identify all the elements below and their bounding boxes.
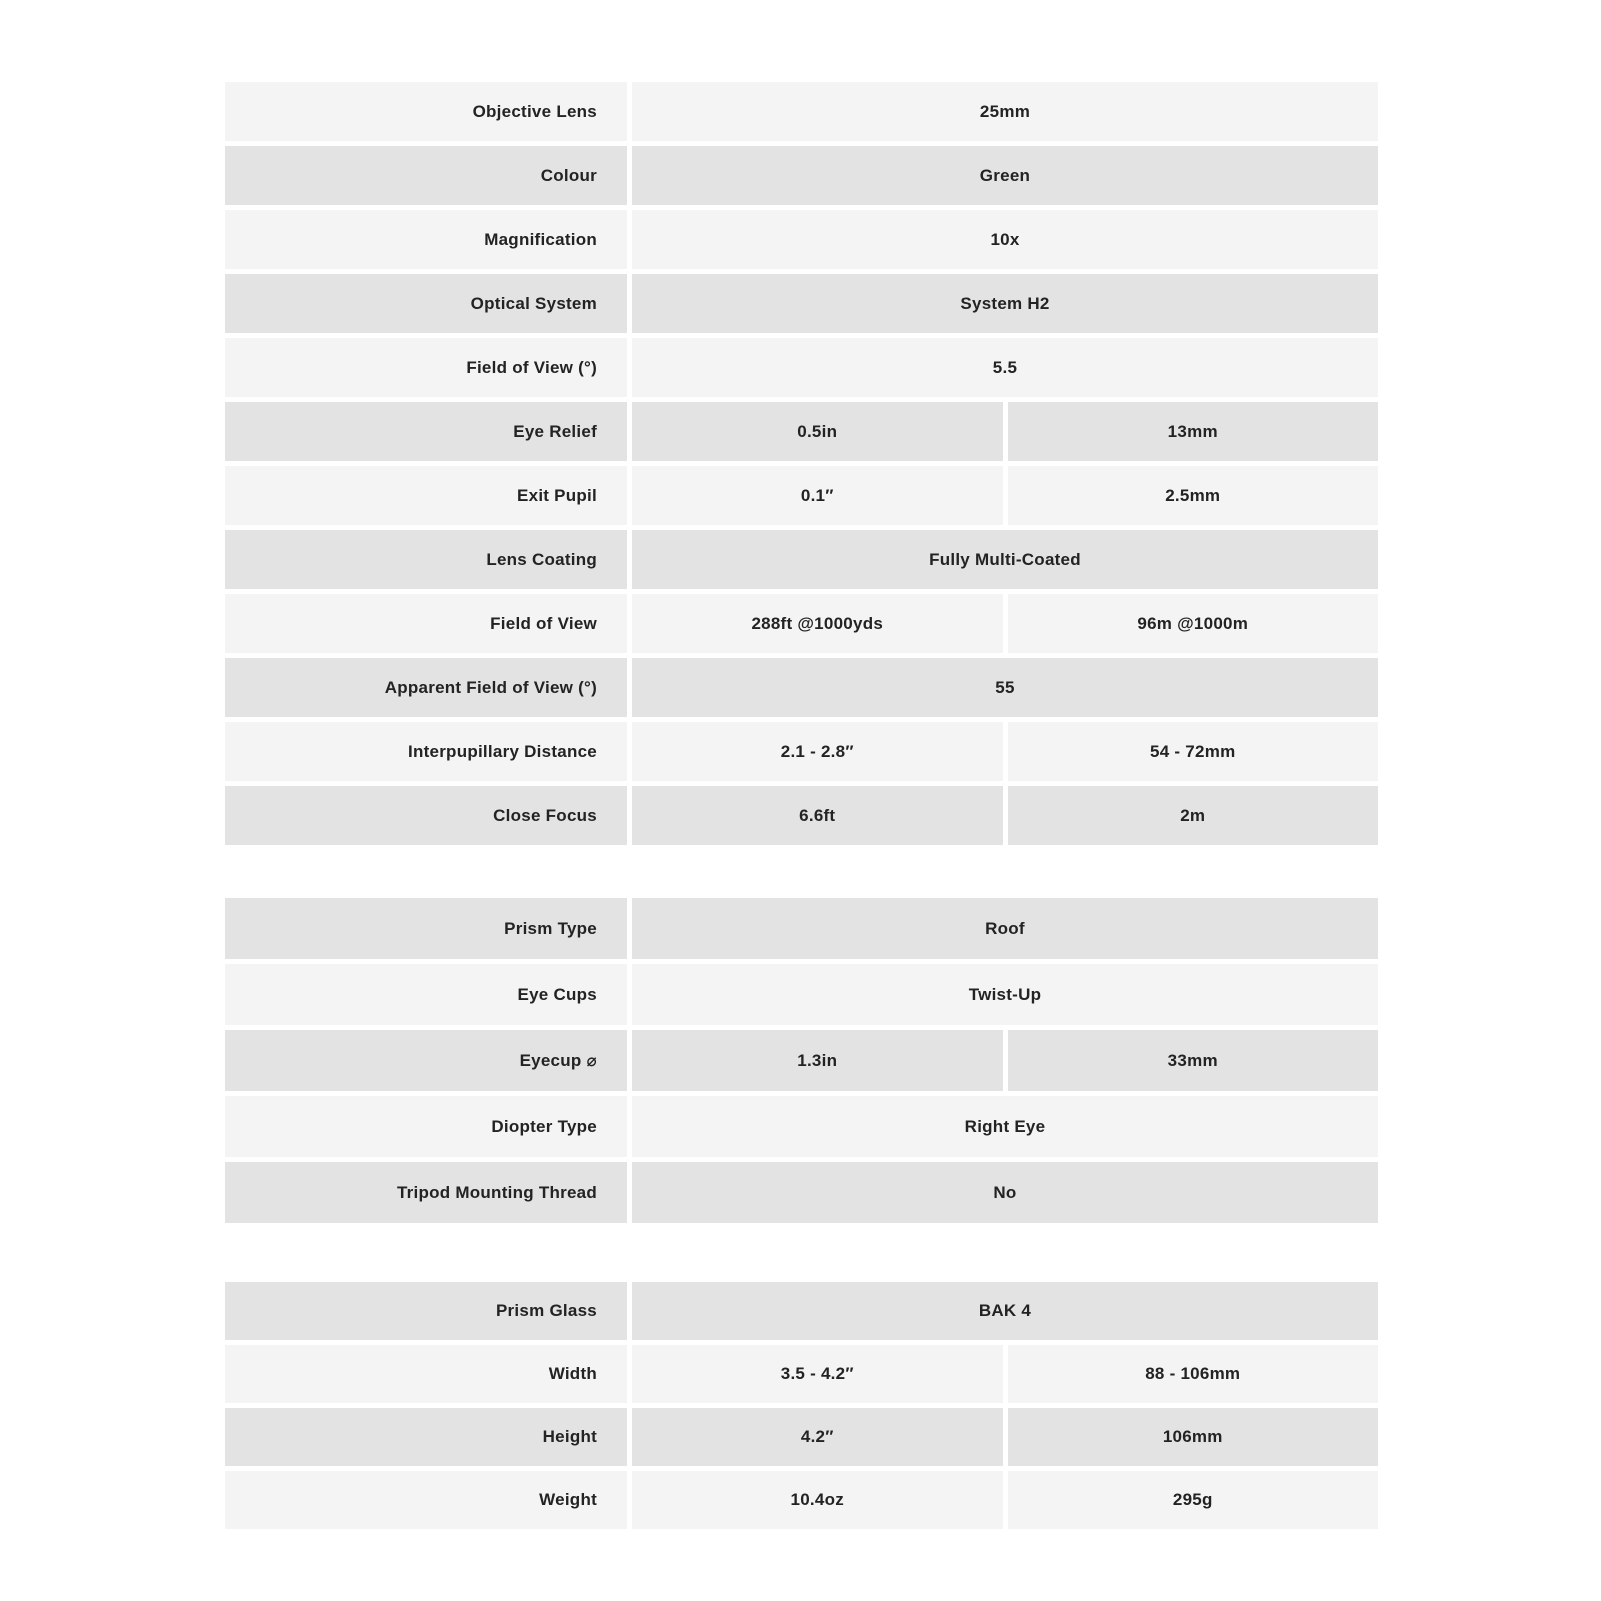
spec-row bbox=[225, 210, 1378, 269]
spec-label: Tripod Mounting Thread bbox=[225, 1162, 627, 1223]
spec-label: Colour bbox=[225, 146, 627, 205]
spec-values bbox=[632, 466, 1378, 525]
spec-values bbox=[632, 658, 1378, 717]
spec-row bbox=[225, 1282, 1378, 1340]
spec-values bbox=[632, 1282, 1378, 1340]
spec-values bbox=[632, 338, 1378, 397]
spec-row bbox=[225, 964, 1378, 1025]
spec-label: Eye Cups bbox=[225, 964, 627, 1025]
spec-row bbox=[225, 658, 1378, 717]
spec-value: 0.5in bbox=[632, 402, 1003, 461]
spec-table-dimensions bbox=[225, 1282, 1378, 1529]
spec-value: No bbox=[632, 1162, 1378, 1223]
spec-label: Close Focus bbox=[225, 786, 627, 845]
spec-values bbox=[632, 82, 1378, 141]
spec-table-optics bbox=[225, 82, 1378, 845]
spec-label: Height bbox=[225, 1408, 627, 1466]
spec-value: 295g bbox=[1008, 1471, 1379, 1529]
spec-row bbox=[225, 786, 1378, 845]
spec-value: 54 - 72mm bbox=[1008, 722, 1379, 781]
spec-values bbox=[632, 1096, 1378, 1157]
spec-values bbox=[632, 146, 1378, 205]
spec-value: BAK 4 bbox=[632, 1282, 1378, 1340]
spec-values bbox=[632, 1471, 1378, 1529]
spec-value: 96m @1000m bbox=[1008, 594, 1379, 653]
spec-label: Lens Coating bbox=[225, 530, 627, 589]
spec-value: 88 - 106mm bbox=[1008, 1345, 1379, 1403]
spec-values bbox=[632, 786, 1378, 845]
spec-label: Interpupillary Distance bbox=[225, 722, 627, 781]
spec-value: 3.5 - 4.2″ bbox=[632, 1345, 1003, 1403]
spec-table-eyepiece bbox=[225, 898, 1378, 1223]
spec-value: 10.4oz bbox=[632, 1471, 1003, 1529]
spec-row bbox=[225, 338, 1378, 397]
spec-value: Roof bbox=[632, 898, 1378, 959]
spec-values bbox=[632, 1162, 1378, 1223]
spec-row bbox=[225, 82, 1378, 141]
spec-value: 1.3in bbox=[632, 1030, 1003, 1091]
spec-label: Objective Lens bbox=[225, 82, 627, 141]
spec-label: Optical System bbox=[225, 274, 627, 333]
spec-value: Green bbox=[632, 146, 1378, 205]
spec-values bbox=[632, 1030, 1378, 1091]
spec-label: Eyecup ⌀ bbox=[225, 1030, 627, 1091]
spec-value: 33mm bbox=[1008, 1030, 1379, 1091]
spec-value: 106mm bbox=[1008, 1408, 1379, 1466]
spec-values bbox=[632, 402, 1378, 461]
spec-label: Diopter Type bbox=[225, 1096, 627, 1157]
spec-values bbox=[632, 1345, 1378, 1403]
spec-value: Twist-Up bbox=[632, 964, 1378, 1025]
spec-row bbox=[225, 1345, 1378, 1403]
spec-row bbox=[225, 146, 1378, 205]
spec-values bbox=[632, 722, 1378, 781]
spec-values bbox=[632, 1408, 1378, 1466]
spec-value: 0.1″ bbox=[632, 466, 1003, 525]
spec-row bbox=[225, 402, 1378, 461]
spec-values bbox=[632, 210, 1378, 269]
spec-label: Field of View (°) bbox=[225, 338, 627, 397]
spec-row bbox=[225, 1162, 1378, 1223]
spec-values bbox=[632, 594, 1378, 653]
spec-value: 10x bbox=[632, 210, 1378, 269]
spec-label: Apparent Field of View (°) bbox=[225, 658, 627, 717]
spec-values bbox=[632, 530, 1378, 589]
spec-values bbox=[632, 898, 1378, 959]
spec-value: 4.2″ bbox=[632, 1408, 1003, 1466]
spec-label: Prism Type bbox=[225, 898, 627, 959]
spec-value: Fully Multi-Coated bbox=[632, 530, 1378, 589]
spec-label: Width bbox=[225, 1345, 627, 1403]
spec-value: 2.5mm bbox=[1008, 466, 1379, 525]
spec-row bbox=[225, 722, 1378, 781]
spec-value: 55 bbox=[632, 658, 1378, 717]
spec-row bbox=[225, 466, 1378, 525]
spec-row bbox=[225, 1471, 1378, 1529]
spec-label: Weight bbox=[225, 1471, 627, 1529]
spec-value: 25mm bbox=[632, 82, 1378, 141]
spec-row bbox=[225, 594, 1378, 653]
spec-label: Eye Relief bbox=[225, 402, 627, 461]
spec-label: Prism Glass bbox=[225, 1282, 627, 1340]
spec-row bbox=[225, 1030, 1378, 1091]
spec-value: System H2 bbox=[632, 274, 1378, 333]
spec-label: Field of View bbox=[225, 594, 627, 653]
spec-value: Right Eye bbox=[632, 1096, 1378, 1157]
spec-row bbox=[225, 898, 1378, 959]
spec-value: 288ft @1000yds bbox=[632, 594, 1003, 653]
spec-label: Magnification bbox=[225, 210, 627, 269]
spec-label: Exit Pupil bbox=[225, 466, 627, 525]
spec-row bbox=[225, 274, 1378, 333]
spec-row bbox=[225, 530, 1378, 589]
spec-value: 2m bbox=[1008, 786, 1379, 845]
spec-value: 6.6ft bbox=[632, 786, 1003, 845]
spec-value: 5.5 bbox=[632, 338, 1378, 397]
spec-values bbox=[632, 964, 1378, 1025]
spec-value: 2.1 - 2.8″ bbox=[632, 722, 1003, 781]
spec-value: 13mm bbox=[1008, 402, 1379, 461]
spec-row bbox=[225, 1096, 1378, 1157]
spec-row bbox=[225, 1408, 1378, 1466]
spec-values bbox=[632, 274, 1378, 333]
